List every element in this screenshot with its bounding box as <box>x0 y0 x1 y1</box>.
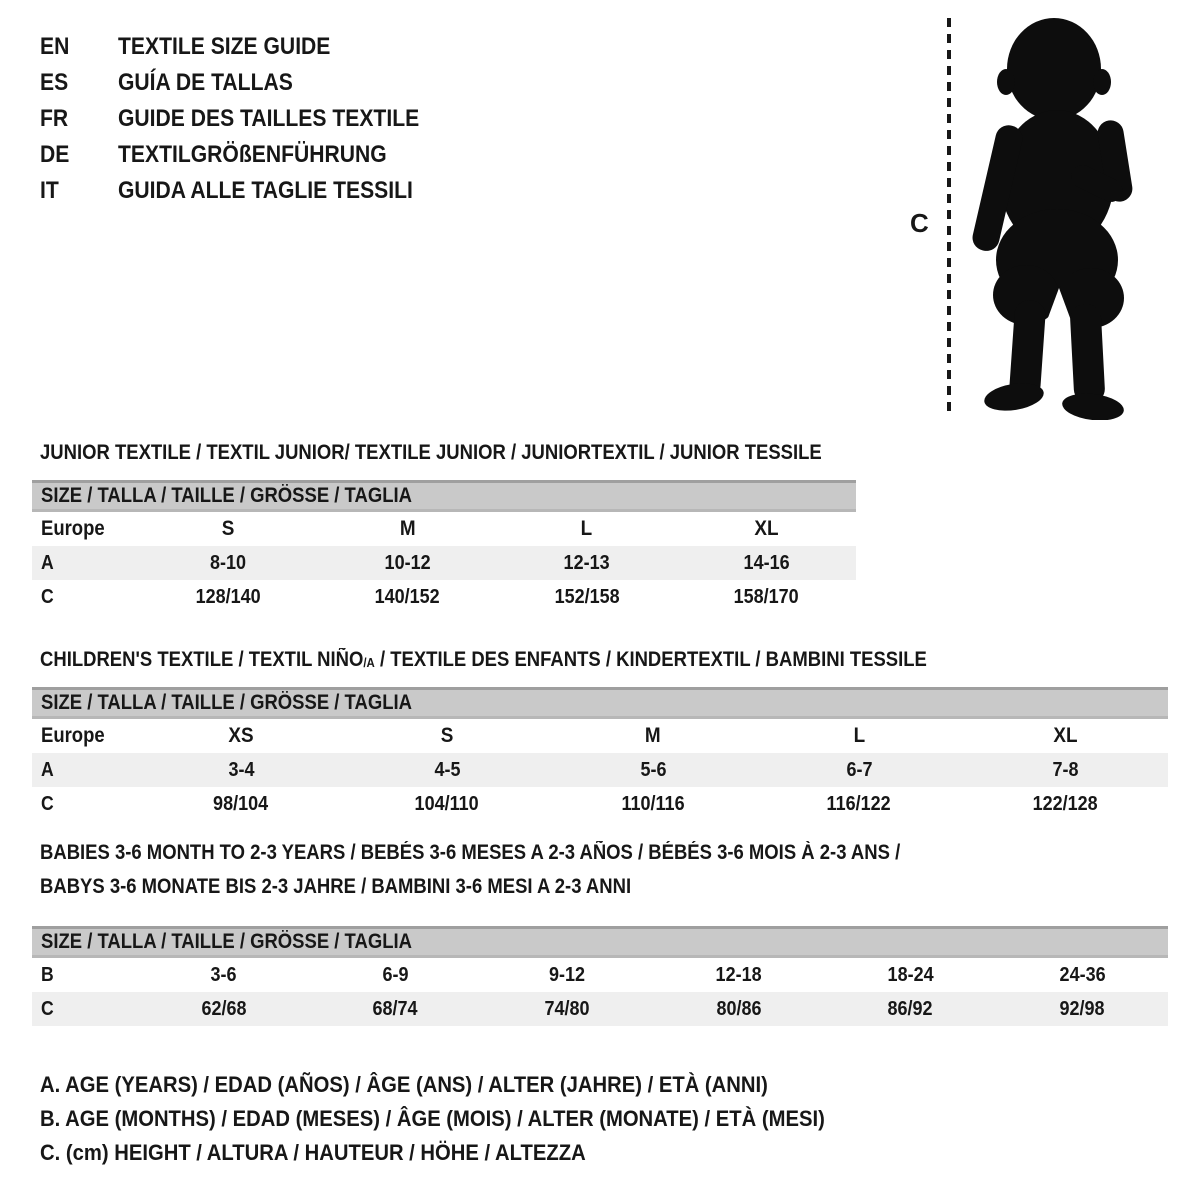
title-text: /A <box>363 655 375 670</box>
height-dashed-line <box>947 18 951 416</box>
cell-value: 140/152 <box>374 585 440 608</box>
cell-value: L <box>580 517 593 540</box>
section-title-line <box>40 870 1168 904</box>
cell-value: 86/92 <box>887 997 934 1020</box>
language-row <box>40 137 460 173</box>
cell-value: 6-9 <box>382 963 409 986</box>
cell-value: 128/140 <box>195 585 261 608</box>
language-row <box>40 101 460 137</box>
section-babies <box>32 836 1168 1026</box>
cell-value: 12-13 <box>563 551 610 574</box>
table-row-sizes <box>32 719 1168 753</box>
language-title-list <box>40 29 460 209</box>
language-row <box>40 65 460 101</box>
cell-value: 152/158 <box>554 585 620 608</box>
cell-value: 98/104 <box>213 792 269 815</box>
cell-value: M <box>399 517 416 540</box>
height-label: C <box>910 208 929 238</box>
cell-value: 4-5 <box>433 758 461 781</box>
cell-value: 7-8 <box>1051 758 1079 781</box>
language-code: DE <box>40 141 70 168</box>
cell-value: S <box>221 517 235 540</box>
title-text: BABYS 3-6 MONATE BIS 2-3 JAHRE / BAMBINI 3-6 MESI A 2-3 ANNI <box>40 875 632 898</box>
size-band <box>32 687 1168 719</box>
table-row-B <box>32 958 1168 992</box>
table-row-C <box>32 787 1168 821</box>
cell-value: 9-12 <box>549 963 586 986</box>
language-code: FR <box>40 105 69 132</box>
title-text: / TEXTILE DES ENFANTS / KINDERTEXTIL / BAMBINI TESSILE <box>374 648 927 671</box>
section-title <box>40 836 1168 904</box>
language-label: TEXTILE SIZE GUIDE <box>118 33 331 60</box>
cell-value: 24-36 <box>1059 963 1106 986</box>
cell-value: 104/110 <box>414 792 480 815</box>
cell-value: 14-16 <box>743 551 790 574</box>
row-label: A <box>41 758 54 781</box>
section-title-line <box>40 643 1168 677</box>
language-label: GUIDA ALLE TAGLIE TESSILI <box>118 177 413 204</box>
title-text: BABIES 3-6 MONTH TO 2-3 YEARS / BEBÉS 3-6 MESES A 2-3 AÑOS / BÉBÉS 3-6 MOIS À 2-3 ANS / <box>40 841 901 864</box>
cell-value: 116/122 <box>826 792 892 815</box>
row-label: C <box>41 585 54 608</box>
row-label: B <box>41 963 54 986</box>
title-text: CHILDREN'S TEXTILE / TEXTIL NIÑO <box>40 648 364 671</box>
table-row-C <box>32 580 856 614</box>
language-label: GUIDE DES TAILLES TEXTILE <box>118 105 420 132</box>
title-text: JUNIOR TEXTILE / TEXTIL JUNIOR/ TEXTILE JUNIOR / JUNIORTEXTIL / JUNIOR TESSILE <box>40 441 822 464</box>
row-label: A <box>41 551 54 574</box>
cell-value: 5-6 <box>639 758 667 781</box>
size-band-label: SIZE / TALLA / TAILLE / GRÖSSE / TAGLIA <box>41 484 412 507</box>
cell-value: 62/68 <box>201 997 247 1020</box>
table-row-sizes <box>32 512 856 546</box>
cell-value: L <box>853 724 865 747</box>
cell-value: 68/74 <box>372 997 419 1020</box>
table-row-A <box>32 546 856 580</box>
language-code: ES <box>40 69 69 96</box>
legend-line: B. AGE (MONTHS) / EDAD (MESES) / ÂGE (MOIS) / ALTER (MONATE) / ETÀ (MESI) <box>40 1106 825 1131</box>
cell-value: 158/170 <box>733 585 799 608</box>
legend-line: A. AGE (YEARS) / EDAD (AÑOS) / ÂGE (ANS) / ALTER (JAHRE) / ETÀ (ANNI) <box>40 1072 768 1097</box>
row-label: Europe <box>41 517 105 540</box>
section-title <box>40 643 1168 677</box>
cell-value: XS <box>228 724 254 747</box>
row-label: C <box>41 997 54 1020</box>
measure-legend <box>40 1068 893 1170</box>
table-row-C <box>32 992 1168 1026</box>
cell-value: 12-18 <box>715 963 762 986</box>
cell-value: 3-6 <box>210 963 237 986</box>
cell-value: 3-4 <box>227 758 255 781</box>
cell-value: 18-24 <box>887 963 934 986</box>
language-code: EN <box>40 33 70 60</box>
cell-value: 92/98 <box>1059 997 1105 1020</box>
cell-value: 6-7 <box>845 758 873 781</box>
row-label: C <box>41 792 54 815</box>
size-band-label: SIZE / TALLA / TAILLE / GRÖSSE / TAGLIA <box>41 691 412 714</box>
language-code: IT <box>40 177 59 204</box>
height-measure-figure <box>900 0 1200 432</box>
section-title <box>40 436 856 470</box>
cell-value: XL <box>1052 724 1078 747</box>
cell-value: 8-10 <box>209 551 246 574</box>
row-label: Europe <box>41 724 105 747</box>
size-band <box>32 926 1168 958</box>
cell-value: S <box>440 724 454 747</box>
section-junior <box>32 436 856 614</box>
section-title-line <box>40 836 1168 870</box>
size-band <box>32 480 856 512</box>
language-row <box>40 29 460 65</box>
language-row <box>40 173 460 209</box>
cell-value: XL <box>754 517 779 540</box>
section-title-line <box>40 436 856 470</box>
language-label: TEXTILGRÖßENFÜHRUNG <box>118 141 387 168</box>
cell-value: M <box>645 724 661 747</box>
toddler-silhouette-icon <box>962 12 1147 420</box>
table-row-A <box>32 753 1168 787</box>
cell-value: 74/80 <box>544 997 590 1020</box>
legend-line: C. (cm) HEIGHT / ALTURA / HAUTEUR / HÖHE / ALTEZZA <box>40 1140 586 1165</box>
section-children <box>32 643 1168 821</box>
cell-value: 80/86 <box>716 997 762 1020</box>
language-label: GUÍA DE TALLAS <box>118 69 293 96</box>
cell-value: 122/128 <box>1032 792 1098 815</box>
cell-value: 110/116 <box>621 792 685 815</box>
cell-value: 10-12 <box>384 551 431 574</box>
size-band-label: SIZE / TALLA / TAILLE / GRÖSSE / TAGLIA <box>41 930 412 953</box>
